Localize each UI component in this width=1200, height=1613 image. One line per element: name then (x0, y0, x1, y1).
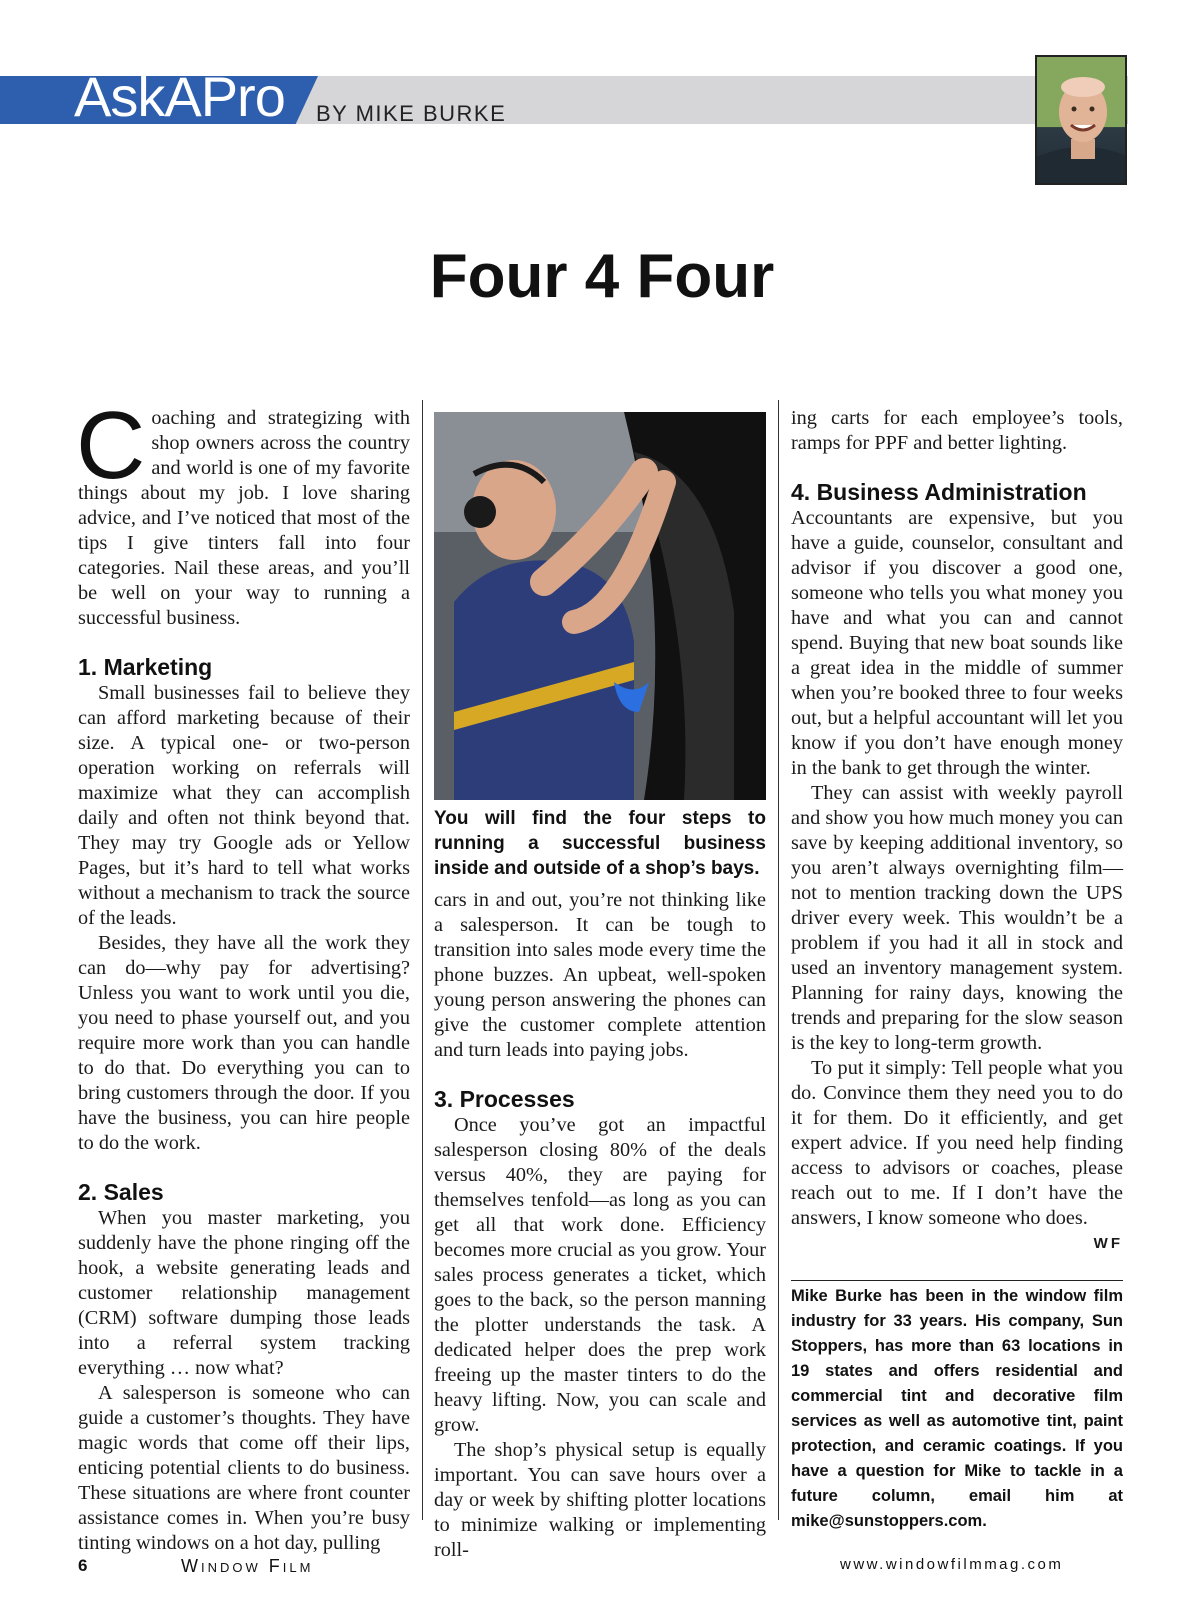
paragraph: cars in and out, you’re not thinking like a salesperson. It can be tough to transition into sales mode every time the phone buzzes. An upbeat, well-spoken young person answering the phones can give the customer complete attention and turn leads into paying jobs. (434, 889, 766, 1061)
paragraph: Besides, they have all the work they can do—why pay for advertising? Unless you want to work until you die, you need to phase yourself out, and you require more work than you can handle to do that. Do everything you can to bring customers through the door. If you have the business, you can hire people to do the work. (78, 932, 410, 1154)
paragraph: Once you’ve got an impactful salesperson closing 80% of the deals versus 40%, they are paying for themselves tenfold—as long as you can get all that work done. Efficiency becomes more crucial as you grow. Your sales process generates a ticket, which goes to the back, so the person manning the plotter understands the task. A dedicated helper does the prep work freeing up the master tinters to do the heavy lifting. Now, you can scale and grow. (434, 1114, 766, 1436)
paragraph: Accountants are expensive, but you have a guide, counselor, consultant and advisor if you discover a good one, someone who tells you what money you have and what you can and cannot spend. Buying that new boat sounds like a great idea in the middle of summer when you’re booked three to four weeks out, but a helpful accountant will let you know if you don’t have enough money in the bank to get through the winter. (791, 507, 1123, 779)
heading-sales: 2. Sales (78, 1179, 164, 1205)
paragraph: ing carts for each employee’s tools, ramps for PPF and better lighting. (791, 407, 1123, 454)
section-name: AskAPro (74, 65, 285, 128)
author-bio: Mike Burke has been in the window film industry for 33 years. His company, Sun Stoppers, has more than 63 locations in 19 states and offers residential and commercial tint and decorative film services as well as automotive tint, paint protection, and ceramic coatings. If you have a question for Mike to tackle in a future column, email him at mike@sunstoppers.com. (791, 1287, 1123, 1530)
paragraph: They can assist with weekly payroll and show you how much money you can save by keeping additional inventory, so you aren’t always overnighting film—not to mention tracking down the UPS driver every week. This wouldn’t be a problem if you had it all in stock and used an inventory management system. Planning for rainy days, knowing the trends and preparing for the slow season is the key to long-term growth. (791, 782, 1123, 1054)
drop-cap: C (76, 392, 146, 499)
intro-paragraph (76, 392, 410, 631)
paragraph: A salesperson is someone who can guide a customer’s thoughts. They have magic words that come off their lips, enticing potential clients to do business. These situations are where front counter assistance comes in. When you’re busy tinting windows on a hot day, pulling (78, 1382, 410, 1554)
photo-caption: You will find the four steps to running a successful business inside and outside of a shop’s bays. (434, 808, 766, 879)
heading-business-administration: 4. Business Administration (791, 479, 1087, 505)
column-2 (434, 888, 766, 1563)
tinter-installing-window-film-icon (434, 412, 766, 800)
column-divider (422, 400, 423, 1520)
closing-text: To put it simply: Tell people what you do. Convince them they need you to do it for them. Do it efficiently, and get expert advice. If you need help finding access to advisors or coaches, please reach out to me. If I don’t have the answers, I know someone who does. (791, 1057, 1123, 1229)
page-number: 6 (78, 1556, 88, 1575)
author-headshot-photo (1035, 55, 1127, 185)
author-headshot-icon (1037, 57, 1127, 185)
article-photo (434, 412, 766, 800)
end-mark: WF (1093, 1235, 1123, 1252)
column-1 (76, 392, 410, 1556)
heading-marketing: 1. Marketing (78, 654, 213, 680)
column-3 (791, 406, 1123, 1256)
magazine-url: www.windowfilmmag.com (840, 1556, 1064, 1573)
column-divider (778, 400, 779, 1520)
byline: BY MIKE BURKE (316, 101, 507, 126)
bio-divider (791, 1280, 1123, 1281)
magazine-name: Window Film (181, 1556, 314, 1576)
heading-processes: 3. Processes (434, 1086, 575, 1112)
paragraph: When you master marketing, you suddenly have the phone ringing off the hook, a website generating leads and customer relationship management (CRM) software dumping those leads into a referral system tracking everything … now what? (78, 1207, 410, 1379)
intro-text: oaching and strategizing with shop owners across the country and world is one of my favorite things about my job. I love sharing advice, and I’ve noticed that most of the tips I give tinters fall into four categories. Nail these areas, and you’ll be well on your way to running a successful business. (78, 407, 410, 629)
article-title: Four 4 Four (429, 242, 775, 311)
paragraph (791, 1056, 1123, 1252)
paragraph: The shop’s physical setup is equally important. You can save hours over a day or week by shifting plotter locations to minimize walking or implementing roll- (434, 1439, 766, 1561)
paragraph: Small businesses fail to believe they can afford marketing because of their size. A typical one- or two-person operation working on referrals will maximize what they can accomplish daily and often not think beyond that. They may try Google ads or Yellow Pages, but it’s hard to tell what works without a mechanism to track the source of the leads. (78, 682, 410, 929)
